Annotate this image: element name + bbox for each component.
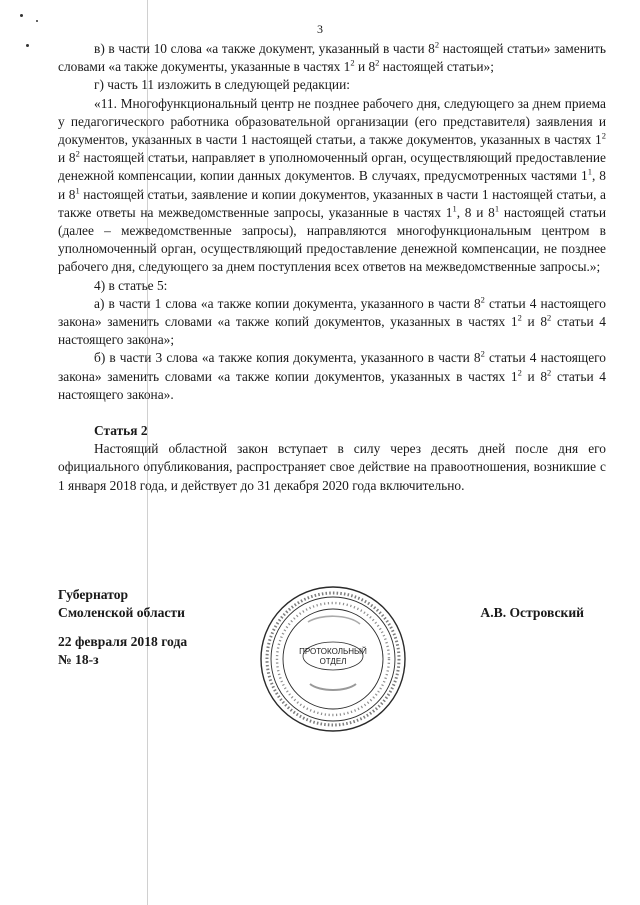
paragraph-part-11-text: «11. Многофункциональный центр не позднее рабочего дня, следующего за днем приема у педагогического работника образовательной организации (его представителя) заявления и документов, указанных в части 1 настоящей статьи, а также документов, указанных в частях $1^2$ и $8^2$ настоящей статьи, направляет в уполномоченный орган, осуществляющий предоставление денежной компенсации, копии данных документов. В случаях, предусмотренных частями $1^1$, 8 и $8^1$ настоящей статьи, заявление и копии документов, указанных в части 1 настоящей статьи, а также ответы на межведомственные запросы, указанные в частях $1^1$, 8 и $8^1$ настоящей статьи (далее – межведомственные запросы), направляются многофункциональным центром в уполномоченный орган, осуществляющий предоставление денежной компенсации, не позднее рабочего дня, следующего за днем поступления всех ответов на межведомственные запросы.»; — [58, 95, 607, 275]
paragraph-amend-part-10: в) в части 10 слова «а также документ, указанный в части $8^2$ настоящей статьи» заменить словами «а также документы, указанные в частях $1^2$ и $8^2$ настоящей статьи»; — [58, 39, 607, 75]
position-line-2: Смоленской области — [58, 605, 185, 620]
article-2-text: Настоящий областной закон вступает в силу через десять дней после дня его официального опубликования, распространяет свое действие на правоотношения, возникшие с 1 января 2018 года, и действует до 31 декабря 2020 года включительно. — [58, 441, 606, 493]
position-line-1: Губернатор — [58, 587, 129, 602]
seal-center-text-1: ПРОТОКОЛЬНЫЙ — [299, 647, 367, 656]
document-body — [58, 40, 606, 495]
article-2-title: Статья 2 — [94, 423, 148, 439]
signatory-position — [58, 586, 185, 622]
scan-speck — [20, 14, 23, 17]
paragraph-article-5-a: а) в части 1 слова «а также копии документа, указанного в части $8^2$ статьи 4 настоящего закона» заменить словами «а также копий документов, указанных в частях $1^2$ и $8^2$ статьи 4 настоящего закона»; — [58, 294, 606, 348]
paragraph-amend-part-11: г) часть 11 изложить в следующей редакции: — [94, 77, 350, 93]
document-date-block — [58, 633, 187, 669]
seal-center-text-2: ОТДЕЛ — [319, 657, 347, 666]
document-date: 22 февраля 2018 года — [58, 634, 188, 649]
scan-speck — [36, 20, 38, 22]
scan-speck — [26, 44, 29, 47]
signatory-name: А.В. Островский — [480, 605, 584, 620]
page-number: 3 — [317, 22, 323, 36]
paragraph-article-5: 4) в статье 5: — [94, 277, 168, 293]
document-number: № 18-з — [58, 652, 99, 667]
official-seal-stamp — [258, 584, 408, 734]
paragraph-article-5-b: б) в части 3 слова «а также копия документа, указанного в части $8^2$ статьи 4 настоящего закона» заменить словами «а также копии документов, указанных в частях $1^2$ и $8^2$ статьи 4 настоящего закона». — [58, 348, 607, 402]
